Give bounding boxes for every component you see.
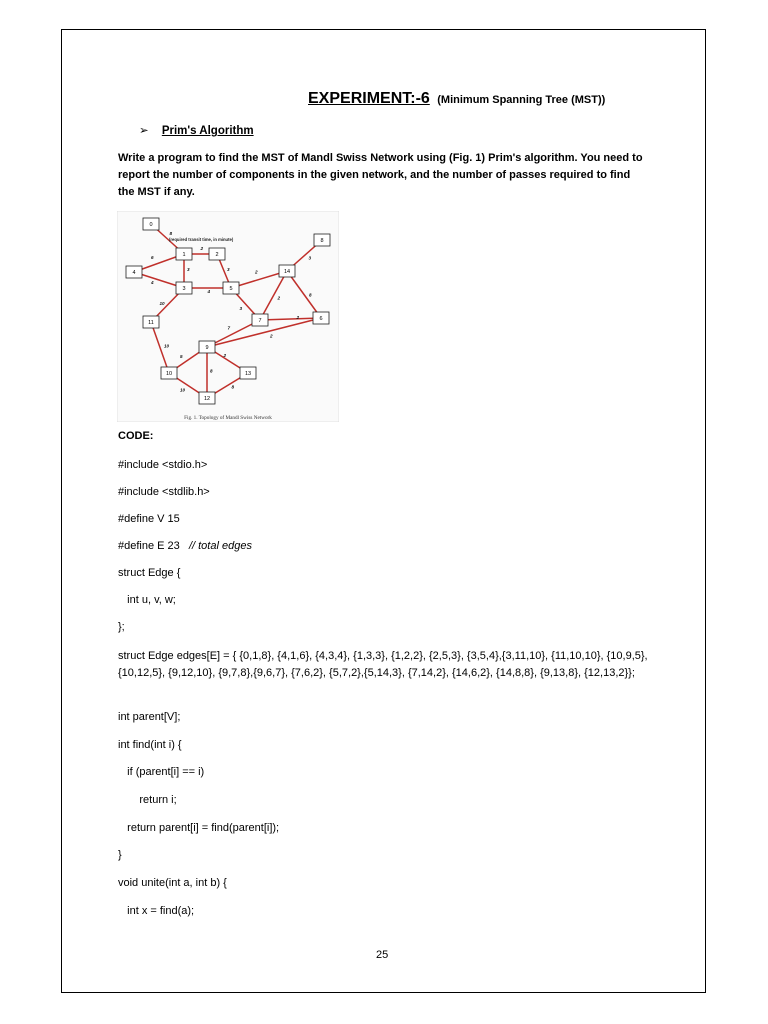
edge-weight-label: 8 bbox=[169, 231, 173, 236]
code-line: struct Edge { bbox=[118, 567, 181, 579]
edge-weight-label: 10 bbox=[159, 301, 165, 306]
network-node bbox=[199, 341, 215, 353]
svg-text:5: 5 bbox=[229, 286, 233, 292]
network-node bbox=[143, 316, 159, 328]
svg-text:14: 14 bbox=[283, 269, 291, 275]
figure-caption: Fig. 1. Topology of Mandl Swiss Network bbox=[184, 415, 272, 421]
svg-text:11: 11 bbox=[148, 320, 154, 326]
svg-text:3: 3 bbox=[182, 286, 186, 292]
edge-weight-label: 2 bbox=[277, 295, 281, 301]
edge-weight-label: 2 bbox=[223, 353, 227, 358]
edge-weight-label: 7 bbox=[227, 325, 231, 331]
code-line-define-e bbox=[118, 538, 252, 555]
experiment-heading bbox=[308, 90, 605, 108]
code-line: #include <stdlib.h> bbox=[118, 486, 210, 498]
network-node bbox=[209, 248, 225, 260]
task-description: Write a program to find the MST of Mandl Swiss Network using (Fig. 1) Prim's algorithm. You need to report the number of components in the given network, and the number of passes required to find the MST if any. bbox=[118, 152, 643, 198]
code-line: void unite(int a, int b) { bbox=[118, 877, 227, 889]
network-node bbox=[240, 367, 256, 379]
edge-weight-label: 8 bbox=[231, 384, 235, 390]
svg-text:1: 1 bbox=[182, 252, 186, 258]
network-node bbox=[143, 218, 159, 230]
edge-weight-label: 3 bbox=[187, 267, 190, 272]
svg-text:2: 2 bbox=[215, 252, 219, 258]
page-number: 25 bbox=[376, 949, 389, 961]
network-node bbox=[223, 282, 239, 294]
code-line: #define V 15 bbox=[118, 513, 180, 525]
code-line: return parent[i] = find(parent[i]); bbox=[118, 822, 280, 834]
edge-weight-label: 10 bbox=[164, 343, 170, 349]
code-line: return i; bbox=[118, 794, 177, 806]
section-title: Prim's Algorithm bbox=[161, 125, 254, 137]
code-line: int x = find(a); bbox=[118, 905, 195, 917]
code-line: int find(int i) { bbox=[118, 739, 182, 751]
code-line: #define E 23 bbox=[118, 540, 180, 552]
experiment-title: EXPERIMENT:-6 bbox=[308, 90, 430, 107]
edge-weight-label: 2 bbox=[255, 269, 258, 275]
edge-weight-label: 3 bbox=[239, 306, 243, 311]
network-node bbox=[161, 367, 177, 379]
edge-weight-label: 6 bbox=[151, 255, 154, 260]
code-line: int parent[V]; bbox=[118, 711, 181, 723]
svg-text:7: 7 bbox=[258, 318, 262, 324]
figure-legend: (required transit time, in minute) bbox=[169, 237, 234, 242]
network-node bbox=[176, 248, 192, 260]
arrow-bullet-icon: ➢ bbox=[139, 125, 149, 137]
code-line: }; bbox=[118, 621, 125, 633]
code-line: if (parent[i] == i) bbox=[118, 766, 205, 778]
network-node bbox=[314, 234, 330, 246]
section-heading bbox=[139, 123, 254, 137]
code-line-edges: struct Edge edges[E] = { {0,1,8}, {4,1,6}, {4,3,4}, {1,3,3}, {1,2,2}, {2,5,3}, {3,5,4},{3,11,10}, {11,10,10}, {10,9,5},{10,12,5}, {9,12,10}, {9,7,8},{9,6,7}, {7,6,2}, {5,7,2},{5,14,3}, {7,14,2}, {14,6,2}, {14,8,8}, {9,13,8}, {12,13,2}}; bbox=[118, 650, 648, 679]
experiment-subtitle: (Minimum Spanning Tree (MST)) bbox=[437, 94, 606, 106]
code-line: int u, v, w; bbox=[118, 594, 176, 606]
svg-text:12: 12 bbox=[203, 396, 211, 402]
edge-weight-label: 10 bbox=[180, 387, 186, 393]
network-node bbox=[176, 282, 192, 294]
svg-text:4: 4 bbox=[132, 270, 136, 276]
svg-text:8: 8 bbox=[320, 238, 324, 244]
svg-text:13: 13 bbox=[244, 371, 252, 377]
code-line: #include <stdio.h> bbox=[118, 459, 208, 471]
network-node bbox=[313, 312, 329, 324]
network-node bbox=[126, 266, 142, 278]
edge-weight-label: 2 bbox=[270, 333, 273, 339]
code-line: } bbox=[118, 849, 122, 861]
svg-text:0: 0 bbox=[149, 222, 153, 228]
edge-weight-label: 8 bbox=[309, 292, 312, 298]
svg-text:6: 6 bbox=[319, 316, 323, 322]
network-figure bbox=[117, 211, 339, 422]
edge-weight-label: 4 bbox=[151, 280, 154, 285]
network-node bbox=[199, 392, 215, 404]
edge-weight-label: 2 bbox=[296, 315, 300, 320]
code-label: CODE: bbox=[118, 430, 154, 442]
network-node bbox=[252, 314, 268, 326]
edge-weight-label: 3 bbox=[308, 255, 312, 261]
code-comment: // total edges bbox=[188, 540, 252, 552]
edge-weight-label: 3 bbox=[227, 267, 230, 272]
svg-text:9: 9 bbox=[205, 345, 209, 351]
edge-weight-label: 2 bbox=[200, 246, 204, 251]
edge-weight-label: 4 bbox=[207, 289, 211, 294]
network-node bbox=[279, 265, 295, 277]
edge-weight-label: 5 bbox=[180, 354, 183, 359]
edge-weight-label: 8 bbox=[210, 368, 213, 374]
svg-text:10: 10 bbox=[165, 371, 173, 377]
